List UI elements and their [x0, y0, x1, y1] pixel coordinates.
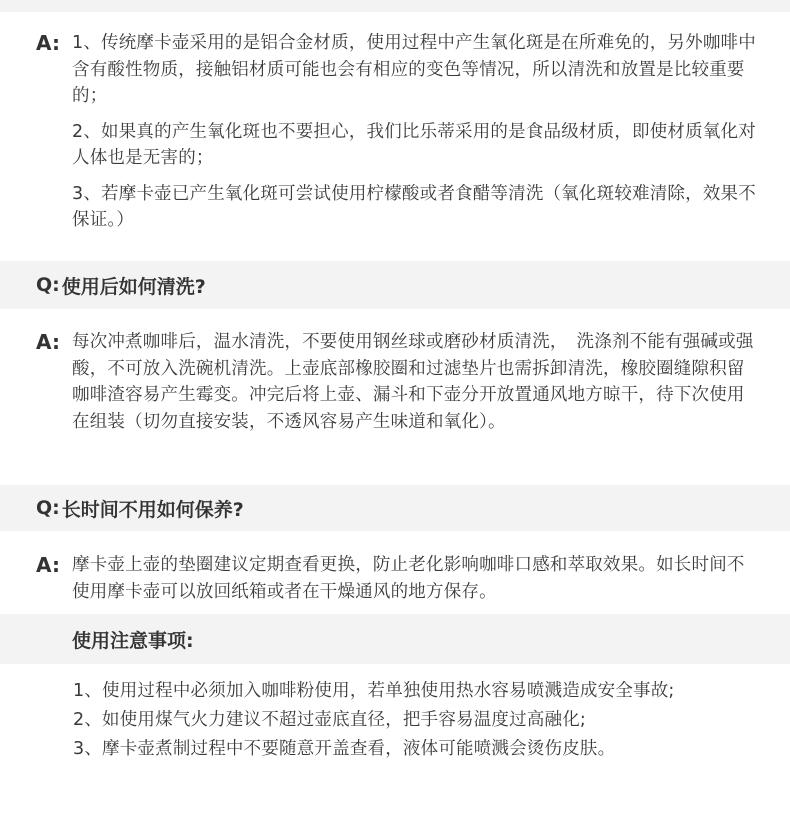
answer-cleaning	[0, 329, 790, 469]
answer-item: 1、传统摩卡壶采用的是铝合金材质，使用过程中产生氧化斑是在所难免的，另外咖啡中含有酸性物质，接触铝材质可能也会有相应的变色等情况，所以清洗和放置是比较重要的；	[72, 33, 756, 106]
question-text: 使用后如何清洗?	[61, 275, 206, 298]
answer-text: 每次冲煮咖啡后，温水清洗，不要使用钢丝球或磨砂材质清洗， 洗涤剂不能有强碱或强酸，不可放入洗碗机清洗。上壶底部橡胶圈和过滤垫片也需拆卸清洗，橡胶圈缝隙积留咖啡渣容易产生霉变。冲完后将上壶、漏斗和下壶分开放置通风地方晾干，待下次使用在组装（切勿直接安装，不透风容易产生味道和氧化）。	[72, 332, 754, 432]
answer-text: 摩卡壶上壶的垫圈建议定期查看更换，防止老化影响咖啡口感和萃取效果。如长时间不使用摩卡壶可以放回纸箱或者在干燥通风的地方保存。	[72, 555, 745, 602]
question-cleaning	[0, 261, 790, 309]
top-band	[0, 0, 790, 12]
question-text: 长时间不用如何保养?	[61, 498, 244, 521]
answer-marker: A:	[36, 553, 61, 577]
question-maintenance	[0, 485, 790, 531]
notes-header	[0, 614, 790, 664]
answer-item: 3、若摩卡壶已产生氧化斑可尝试使用柠檬酸或者食醋等清洗（氧化斑较难清除，效果不保证。）	[72, 183, 756, 230]
list-item: 1、使用过程中必须加入咖啡粉使用，若单独使用热水容易喷溅造成安全事故;	[73, 681, 675, 701]
answer-marker: A:	[36, 31, 61, 55]
answer-maintenance	[0, 552, 790, 612]
list-item: 3、摩卡壶煮制过程中不要随意开盖查看，液体可能喷溅会烫伤皮肤。	[73, 739, 616, 759]
question-marker: Q:	[36, 497, 60, 519]
question-marker: Q:	[36, 274, 60, 296]
list-item: 2、如使用煤气火力建议不超过壶底直径，把手容易温度过高融化;	[73, 710, 587, 730]
notes-list	[0, 677, 790, 764]
answer-marker: A:	[36, 330, 61, 354]
notes-title: 使用注意事项:	[72, 629, 194, 652]
answer-item: 2、如果真的产生氧化斑也不要担心，我们比乐蒂采用的是食品级材质，即使材质氧化对人体也是无害的；	[72, 121, 756, 168]
answer-oxidation	[0, 30, 790, 253]
